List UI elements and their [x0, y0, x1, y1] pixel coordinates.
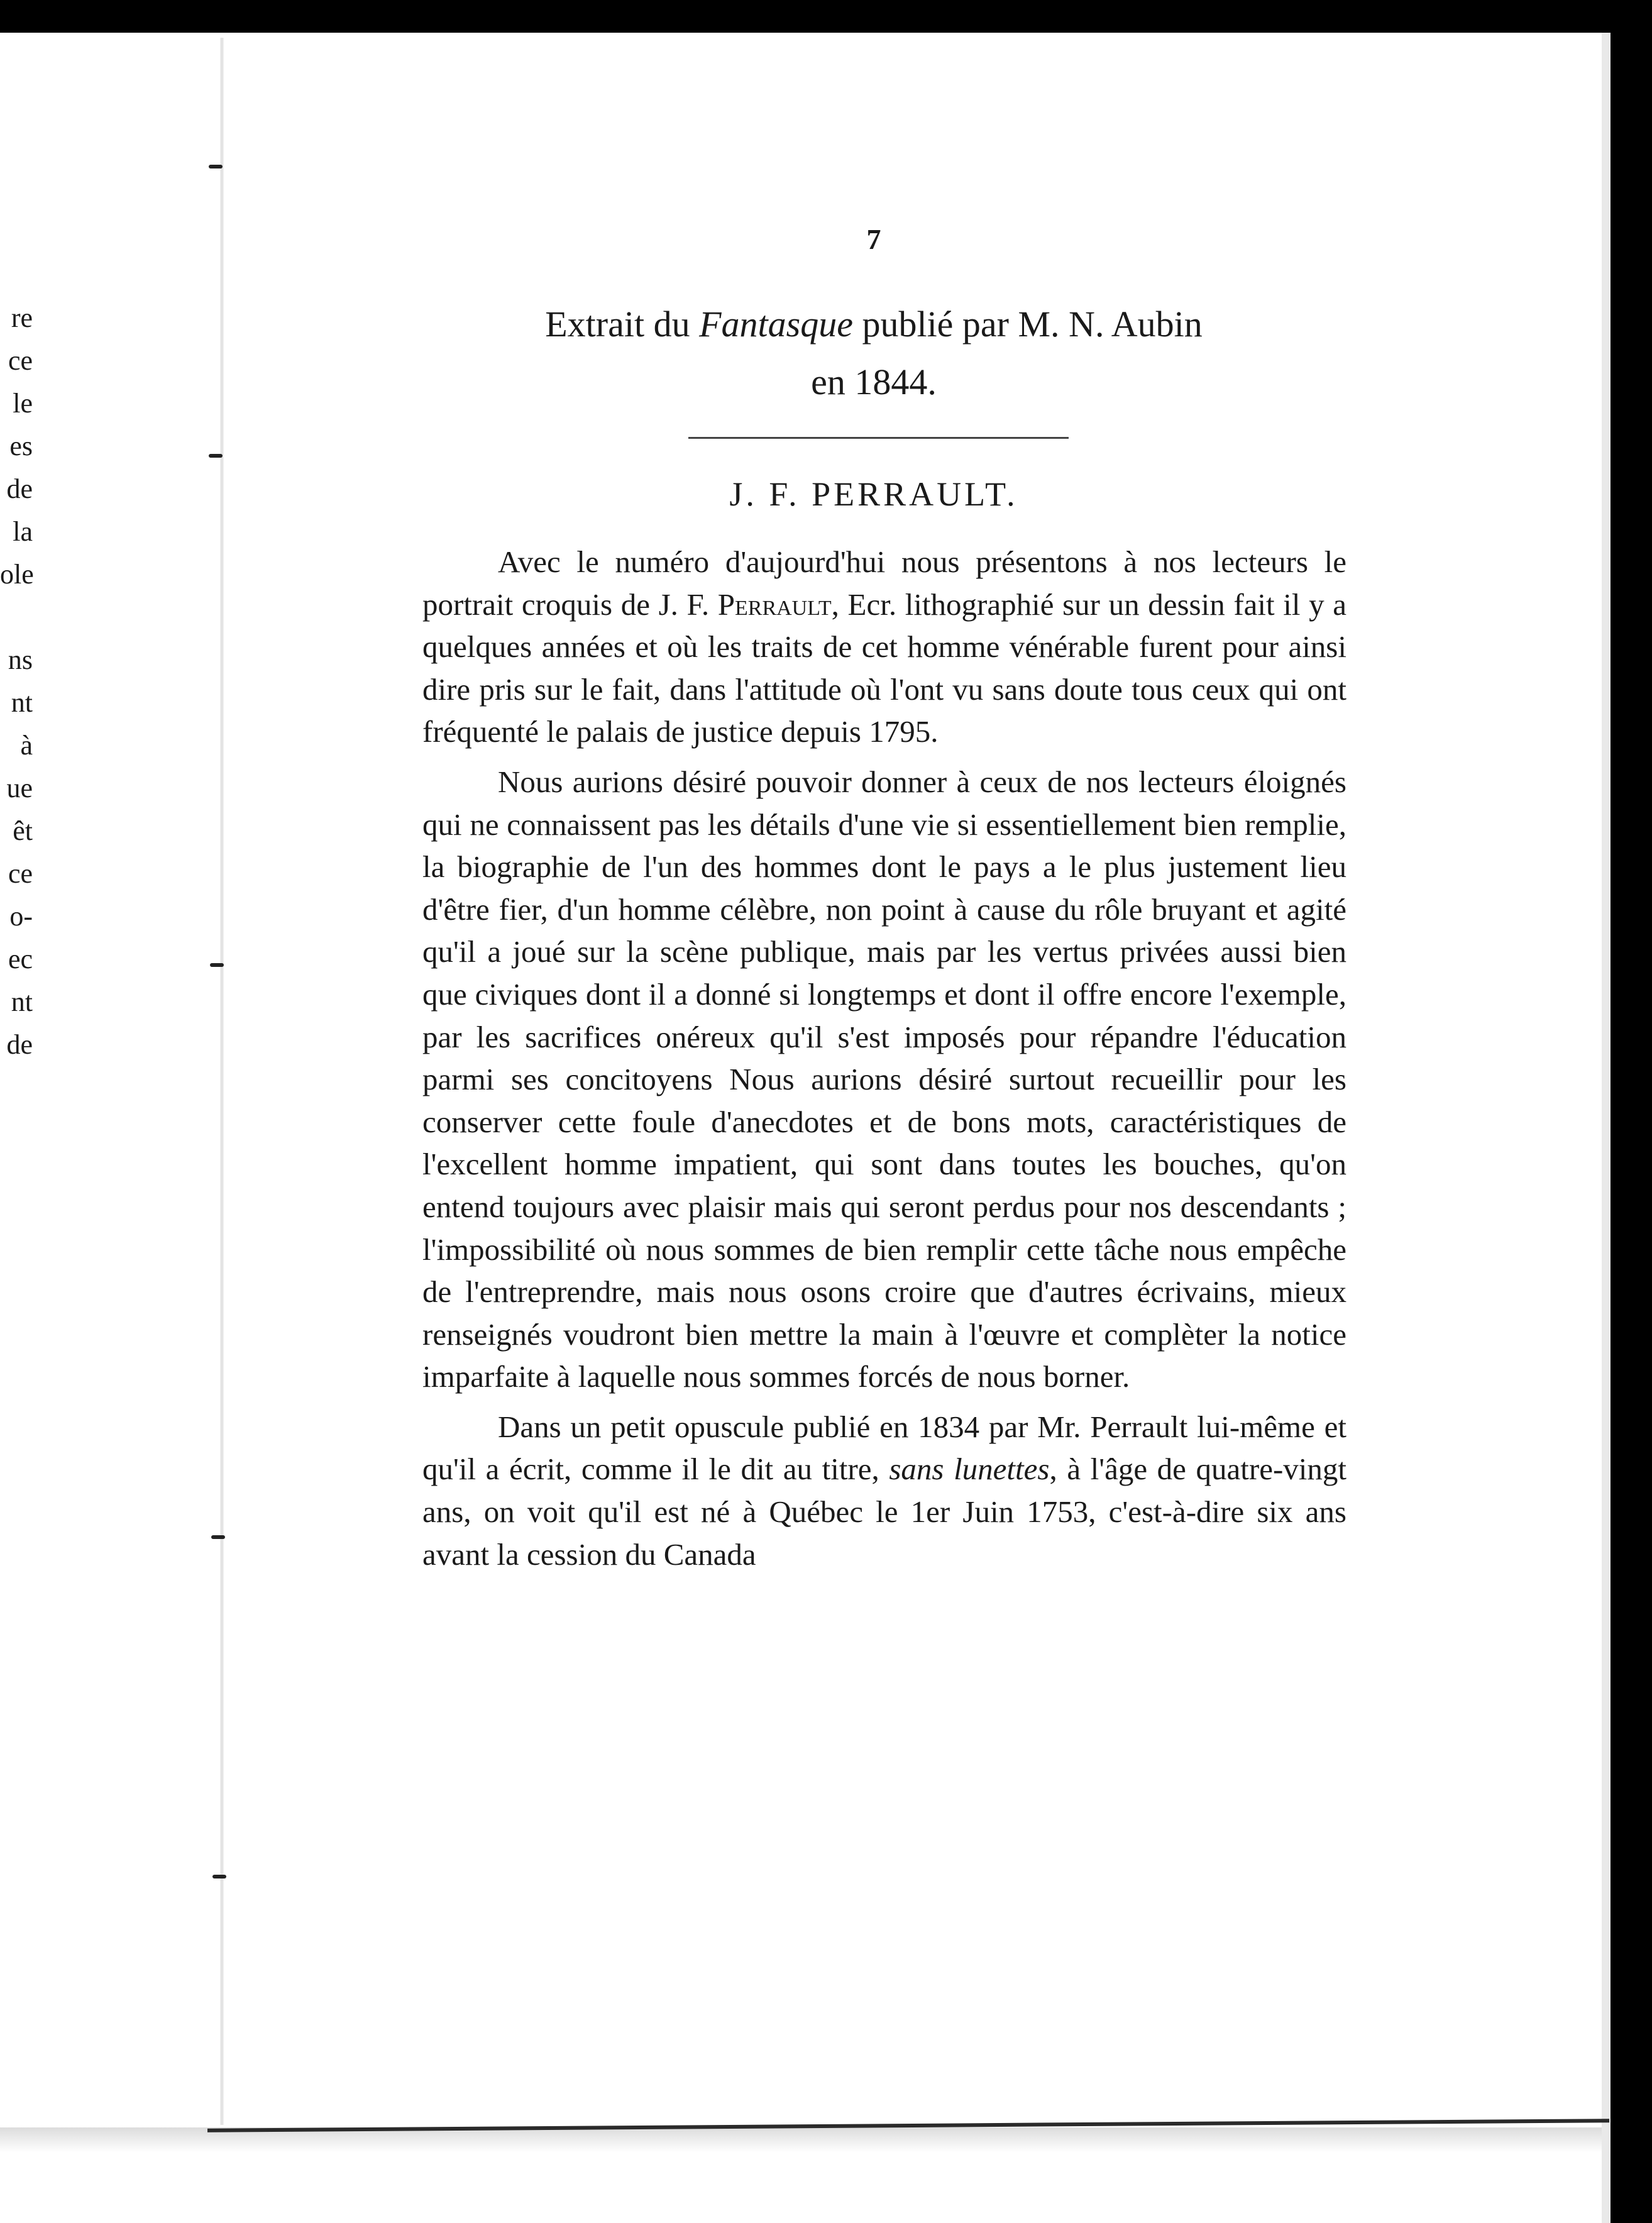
- page-edge: [1602, 33, 1611, 2223]
- paragraph-text: Avec le numéro d'aujourd'hui nous présentons à nos lecteurs le portrait croquis de J. F.: [422, 544, 1346, 622]
- binding-mark: [210, 963, 224, 967]
- paragraph-text: Dans un petit opuscule publié en 1834 par Mr. Perrault lui-même et qu'il a écrit, comme il le dit au titre,: [422, 1409, 1346, 1487]
- left-fragment: es: [9, 431, 33, 461]
- left-fragment: ole: [0, 559, 34, 590]
- left-fragment: nt: [11, 986, 33, 1017]
- paragraph-text: , Ecr. lithographié sur un dessin fait il y a quelques années et où les traits de cet homme vénérable furent pour ainsi dire pris sur le fait, dans l'attitude où l'ont vu sans doute tous ceux qui ont fréquenté le palais de justice depuis 1795.: [422, 587, 1346, 749]
- left-fragment: de: [6, 1029, 33, 1060]
- left-page-fragments: [0, 297, 38, 1066]
- heading-italic-title: Fantasque: [699, 304, 853, 345]
- binding-mark: [209, 454, 223, 458]
- binding-mark: [212, 1875, 226, 1878]
- page-number: 7: [866, 223, 881, 255]
- paragraph-italic: sans lunettes: [889, 1452, 1050, 1487]
- left-fragment: ce: [8, 345, 33, 376]
- article-body: [422, 541, 1346, 1583]
- left-fragment: [0, 596, 38, 639]
- heading-text: Extrait du: [545, 304, 700, 345]
- paragraph: [422, 1406, 1346, 1575]
- paragraph: [422, 541, 1346, 753]
- article-title: J. F. PERRAULT.: [729, 475, 1018, 513]
- left-fragment: o-: [9, 901, 33, 932]
- divider-rule: [688, 437, 1069, 439]
- left-fragment: ue: [6, 773, 33, 803]
- left-fragment: de: [6, 473, 33, 504]
- heading-text: publié par M. N. Aubin: [852, 304, 1203, 345]
- scan-border-top: [0, 0, 1652, 33]
- book-gutter: [220, 38, 224, 2125]
- left-fragment: nt: [11, 687, 33, 718]
- left-fragment: re: [11, 302, 33, 333]
- left-fragment: ce: [8, 858, 33, 889]
- left-fragment: à: [20, 730, 33, 761]
- binding-mark: [209, 165, 223, 168]
- left-fragment: la: [13, 516, 33, 547]
- paragraph-smallcaps: Perrault: [717, 587, 832, 622]
- left-fragment: ns: [8, 644, 33, 675]
- left-fragment: êt: [13, 815, 33, 846]
- left-fragment: ec: [8, 944, 33, 974]
- left-fragment: le: [13, 388, 33, 419]
- section-heading: [415, 295, 1333, 411]
- paragraph-text: , à l'âge de quatre-vingt ans, on voit qu'il est né à Québec le 1er Juin 1753, c'est-à-dire six ans avant la cession du Canada: [422, 1452, 1346, 1572]
- heading-line2: en 1844.: [811, 361, 937, 402]
- paragraph: Nous aurions désiré pouvoir donner à ceux de nos lecteurs éloignés qui ne connaissent pas les détails d'une vie si essentiellement bien remplie, la biographie de l'un des hommes dont le pays a le plus justement lieu d'être fier, d'un homme célèbre, non point à cause du rôle bruyant et agité qu'il a joué sur la scène publique, mais par les vertus privées aussi bien que civiques dont il a donné si longtemps et dont il offre encore l'exemple, par les sacrifices onéreux qu'il s'est imposés pour répandre l'éducation parmi ses concitoyens Nous aurions désiré surtout recueillir pour les conserver cette foule d'anecdotes et de bons mots, caractéristiques de l'excellent homme impatient, qui sont dans toutes les bouches, qu'on entend toujours avec plaisir mais qui seront perdus pour nos descendants ; l'impossibilité où nous sommes de bien remplir cette tâche nous empêche de l'entreprendre, mais nous osons croire que d'autres écrivains, mieux renseignés voudront bien mettre la main à l'œuvre et complèter la notice imparfaite à laquelle nous sommes forcés de nous borner.: [422, 764, 1346, 1394]
- scan-border-right: [1611, 0, 1652, 2223]
- binding-mark: [211, 1535, 225, 1539]
